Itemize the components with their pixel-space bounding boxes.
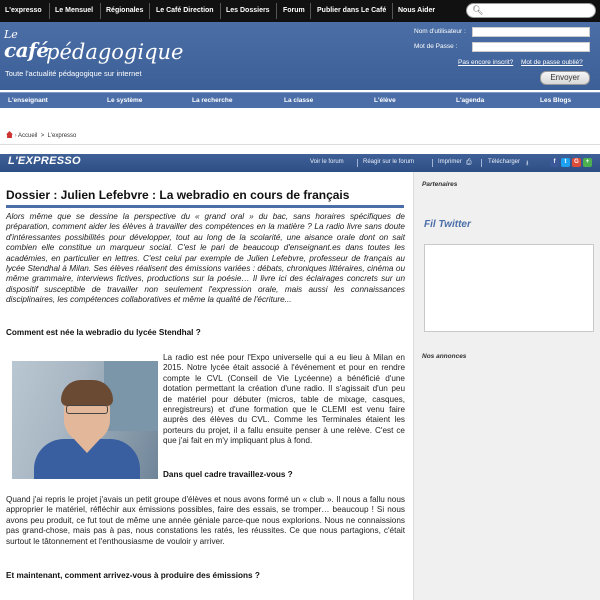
view-forum-link[interactable]: Voir le forum (310, 159, 344, 165)
print-link[interactable]: Imprimer (438, 159, 462, 165)
logo-cafe[interactable]: café (4, 38, 49, 62)
password-field[interactable] (472, 42, 590, 52)
author-photo (12, 361, 158, 479)
top-nav-publier[interactable]: Publier dans Le Café (317, 7, 387, 14)
main-nav (0, 92, 600, 108)
divider (392, 3, 393, 19)
username-field[interactable] (472, 27, 590, 37)
question-3: Et maintenant, comment arrivez-vous à produire des émissions ? (6, 571, 260, 580)
top-nav-mensuel[interactable]: Le Mensuel (55, 7, 94, 14)
download-icon[interactable]: ⭳ (526, 160, 529, 167)
divider (100, 3, 101, 19)
divider (0, 144, 600, 145)
top-nav (0, 0, 600, 22)
site-header (0, 22, 600, 90)
expresso-bar (0, 154, 600, 172)
site-tagline: Toute l'actualité pédagogique sur internet (5, 69, 142, 78)
sidebar-twitter-title: Fil Twitter (424, 219, 471, 230)
google-icon[interactable]: G (572, 158, 581, 167)
answer-2: Quand j'ai repris le projet j'avais un petit groupe d'élèves et nous avons formé un « club ». Il nous a fallu nous approprier le matériel, réfléchir aux émissions possibles, faire des essais, se tromper… beaucoup ! Si nous avons peu produit, ce fut tout de même une année géniale parce-que nous explorions. Nous ne connaissions pas grand-chose, mais pas à pas, nous constations les ratés, les réussites. Ce que nous partagions, c'était surtout le tâtonnement et l'enthousiasme de vouloir y arriver. (6, 495, 405, 546)
top-nav-forum[interactable]: Forum (283, 7, 305, 14)
chevron-right-icon: > (39, 133, 46, 139)
sidebar (413, 172, 600, 600)
title-underline (6, 205, 404, 208)
download-link[interactable]: Télécharger (488, 159, 521, 165)
top-nav-cafe-direction[interactable]: Le Café Direction (156, 7, 214, 14)
breadcrumb-home[interactable]: Accueil (18, 133, 38, 139)
twitter-feed-box[interactable] (424, 244, 594, 332)
password-label: Mot de Passe : (414, 43, 458, 50)
main-nav-agenda[interactable]: L'agenda (456, 97, 485, 104)
register-link[interactable]: Pas encore inscrit? (458, 59, 514, 66)
home-icon[interactable] (6, 131, 13, 138)
divider (149, 3, 150, 19)
search-icon[interactable]: 🔍︎ (472, 5, 484, 15)
article (0, 172, 412, 600)
main-nav-classe[interactable]: La classe (284, 97, 314, 104)
react-forum-link[interactable]: Réagir sur le forum (363, 159, 415, 165)
logo-le: Le (4, 28, 18, 41)
logo-pedagogique[interactable]: pédagogique (46, 40, 184, 64)
divider (276, 3, 277, 19)
main-nav-systeme[interactable]: Le système (107, 97, 143, 104)
forgot-password-link[interactable]: Mot de passe oublié? (521, 59, 583, 66)
main-nav-recherche[interactable]: La recherche (192, 97, 233, 104)
answer-1: La radio est née pour l'Expo universelle qui a eu lieu à Milan en 2015. Notre lycée était associé à l'événement et pour en rendre compte le CVL (Conseil de Vie Lycéenne) a bénéficié d'une dotation permettant la création d'une radio. Il s'agissait d'un peu de matériel pour débuter (micros, table de mixage, casques, enregistreurs) et d'une formation que le CLEMI est venu faire auprès des élèves du CVL. Comme les Terminales étaient les porteurs du projet, il a fallu ensuite penser à une relève. C'est ce que j'ai fait en m'y impliquant plus à fond. (163, 353, 405, 446)
question-2: Dans quel cadre travaillez-vous ? (163, 470, 293, 479)
share-icon[interactable]: + (583, 158, 592, 167)
username-label: Nom d'utilisateur : (414, 28, 466, 35)
divider (481, 159, 482, 167)
divider (357, 159, 358, 167)
section-title: L'EXPRESSO (8, 155, 81, 167)
divider (310, 3, 311, 19)
main-nav-enseignant[interactable]: L'enseignant (8, 97, 48, 104)
question-1: Comment est née la webradio du lycée Stendhal ? (6, 328, 201, 337)
send-button[interactable]: Envoyer (540, 71, 590, 85)
facebook-icon[interactable]: f (550, 158, 559, 167)
search-input[interactable] (466, 3, 596, 18)
top-nav-dossiers[interactable]: Les Dossiers (226, 7, 270, 14)
article-title: Dossier : Julien Lefebvre : La webradio en cours de français (6, 188, 350, 202)
printer-icon[interactable]: ⎙ (466, 159, 472, 166)
sidebar-announcements-title: Nos annonces (422, 353, 467, 360)
twitter-icon[interactable]: t (561, 158, 570, 167)
top-nav-expresso[interactable]: L'expresso (5, 7, 42, 14)
main-nav-eleve[interactable]: L'élève (374, 97, 396, 104)
top-nav-regionales[interactable]: Régionales (106, 7, 144, 14)
article-intro: Alors même que se dessine la perspective du « grand oral » du bac, sans horaires spécifiques de préparation, comment aider les élèves à travailler des compétences en la matière ? La radio livre sans doute d'intéressantes possibilités pour développer, tout au long de la scolarité, une aisance orale dont on sait combien elle constitue un marqueur social. C'est le pari de beaucoup d'enseignant.es dans toutes les académies, en particulier en lettres. C'est celui par exemple de Julien Lefebvre, professeur de français au lycée Stendhal à Milan. Ses élèves réalisent des émissions variées : débats, chroniques littéraires, cinéma ou même grammaire, interviews fictives, productions sur la poésie… Il livre ici des éclairages concrets sur un dispositif susceptible de travailler non seulement l'expression orale, mais aussi les connaissances disciplinaires, les compétences collaboratives et même la qualité de l'écriture... (6, 212, 405, 305)
breadcrumb: › Accueil > L'expresso (6, 131, 76, 139)
sidebar-partners-title: Partenaires (422, 181, 458, 188)
top-nav-nous-aider[interactable]: Nous Aider (398, 7, 436, 14)
divider (49, 3, 50, 19)
divider (432, 159, 433, 167)
divider (220, 3, 221, 19)
breadcrumb-current: L'expresso (47, 133, 77, 139)
main-nav-blogs[interactable]: Les Blogs (540, 97, 572, 104)
